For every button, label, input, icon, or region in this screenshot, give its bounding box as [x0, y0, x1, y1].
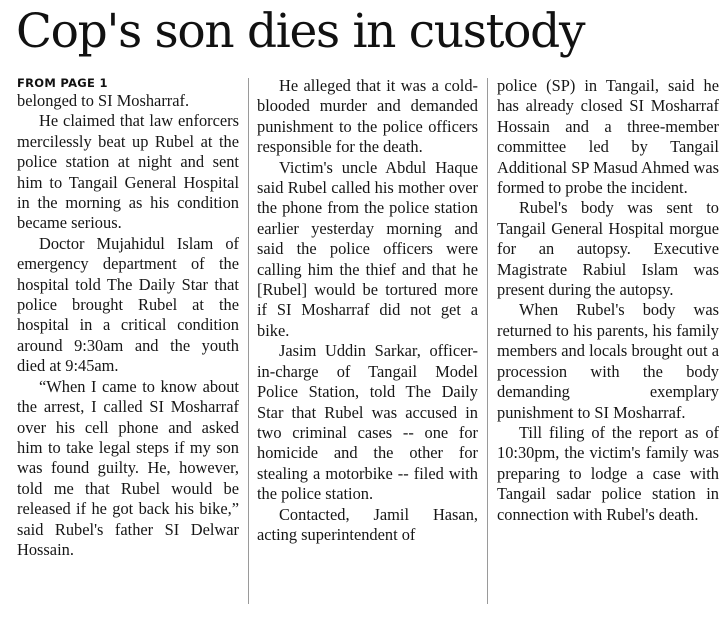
paragraph: “When I came to know about the arrest, I called SI Mosharraf over his cell phone and asked him to take legal steps if my son was found guilty. He, however, told me that Rubel would be released if he got back his bike,” said Rubel's father SI Delwar Hossain. — [17, 376, 239, 559]
column-divider — [248, 78, 249, 604]
column-divider — [487, 78, 488, 604]
article-column-2 — [257, 76, 478, 545]
paragraph: belonged to SI Mosharraf. — [17, 91, 190, 110]
paragraph: He claimed that law enforcers mercilessly beat up Rubel at the police station at night and sent him to Tangail General Hospital in the morning as his condition became serious. — [17, 111, 239, 233]
article-column-1 — [17, 76, 239, 560]
paragraph: Jasim Uddin Sarkar, officer-in-charge of Tangail Model Police Station, told The Daily Star that Rubel was accused in two criminal cases -- one for homicide and the other for stealing a motorbike -- filed with the police station. — [257, 341, 478, 504]
paragraph: Contacted, Jamil Hasan, acting superintendent of — [257, 504, 478, 544]
paragraph: police (SP) in Tangail, said he has already closed SI Mosharraf Hossain and a three-member committee led by Tangail Additional SP Masud Ahmed was formed to probe the incident. — [497, 76, 719, 198]
paragraph: When Rubel's body was returned to his parents, his family members and locals brought out a procession with the body demanding exemplary punishment to SI Mosharraf. — [497, 300, 719, 422]
paragraph: Rubel's body was sent to Tangail General Hospital morgue for an autopsy. Executive Magistrate Rabiul Islam was present during the autopsy. — [497, 198, 719, 300]
kicker-label: FROM PAGE 1 — [17, 76, 108, 90]
paragraph: Doctor Mujahidul Islam of emergency department of the hospital told The Daily Star that police brought Rubel at the hospital in a critical condition around 9:30am and the youth died at 9:45am. — [17, 233, 239, 376]
paragraph: He alleged that it was a cold-blooded murder and demanded punishment to the police officers responsible for the death. — [257, 76, 478, 157]
headline: Cop's son dies in custody — [16, 4, 585, 59]
paragraph: Till filing of the report as of 10:30pm, the victim's family was preparing to lodge a case with Tangail sadar police station in connection with Rubel's death. — [497, 422, 719, 524]
article-column-3 — [497, 76, 719, 525]
paragraph: Victim's uncle Abdul Haque said Rubel called his mother over the phone from the police station earlier yesterday morning and said the police officers were calling him the thief and that he [Rubel] would be tortured more if SI Mosharraf did not get a bike. — [257, 157, 478, 340]
